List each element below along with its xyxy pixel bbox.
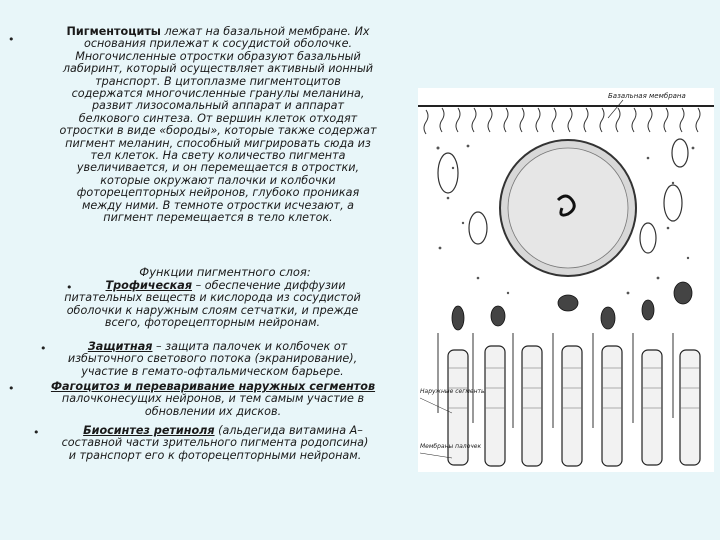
function-item-phagocytosis <box>28 381 398 418</box>
intro-line: увеличивается, и он перемещается в отростки, <box>76 161 360 175</box>
function-item-retinol <box>30 425 400 462</box>
intro-line: фоторецепторных нейронов, глубоко проникая <box>76 186 360 200</box>
intro-term: Пигментоциты <box>66 25 161 38</box>
function-line: палочконесущих нейронов, и тем самым участие в <box>61 392 365 406</box>
function-bullet: • <box>8 382 15 395</box>
intro-line: основания прилежат к сосудистой оболочке. <box>83 37 353 51</box>
intro-line: между ними. В темноте отростки исчезают, а <box>81 198 355 212</box>
function-item-trophic <box>40 280 385 330</box>
function-line: всего, фоторецепторным нейронам. <box>104 316 321 330</box>
function-item-protective <box>40 341 385 378</box>
function-bullet: • <box>40 342 47 355</box>
function-line: – обеспечение диффузии <box>192 279 346 292</box>
function-bullet: • <box>66 281 73 294</box>
pigment-cell-illustration <box>418 88 714 472</box>
intro-line: отростки в виде «бороды», которые также содержат <box>59 124 377 138</box>
function-line: составной части зрительного пигмента родопсина) <box>61 436 369 450</box>
intro-line: тел клеток. На свету количество пигмента <box>90 149 346 163</box>
intro-line: белкового синтеза. От вершин клеток отходят <box>78 111 358 125</box>
function-line: (альдегида витамина А– <box>214 424 363 437</box>
function-line: оболочки к наружным слоям сетчатки, и прежде <box>66 303 359 317</box>
intro-line: лежат на базальной мембране. Их <box>160 25 370 38</box>
intro-line: развит лизосомальный аппарат и аппарат <box>91 99 345 113</box>
intro-line: которые окружают палочки и колбочки <box>100 173 336 187</box>
figure-label-outer-segments: Наружные сегменты <box>420 388 486 395</box>
intro-line: транспорт. В цитоплазме пигментоцитов <box>95 74 341 88</box>
function-line: участие в гемато-офтальмическом барьере. <box>81 364 344 378</box>
intro-line: содержатся многочисленные гранулы меланина, <box>71 87 365 101</box>
intro-line: Многочисленные отростки образуют базальный <box>75 49 361 63</box>
function-term: Защитная <box>87 340 153 353</box>
figure-label-basal-membrane: Базальная мембрана <box>608 92 686 100</box>
function-line: обновлении их дисков. <box>144 404 282 418</box>
function-line: избыточного светового потока (экранирование), <box>67 352 358 366</box>
function-term: Биосинтез ретиноля <box>83 424 215 437</box>
function-line: – защита палочек и колбочек от <box>152 340 348 353</box>
function-bullet: • <box>33 426 40 439</box>
intro-line: лабиринт, который осуществляет активный ионный <box>62 62 374 76</box>
function-line: и транспорт его к фоторецепторными нейронам. <box>68 448 362 462</box>
functions-title: Функции пигментного слоя: <box>139 265 311 279</box>
function-line: питательных веществ и кислорода из сосудистой <box>64 291 361 305</box>
intro-line: пигмент перемещается в тело клеток. <box>103 211 333 225</box>
function-term: Фагоцитоз и переваривание наружных сегментов <box>50 380 376 393</box>
intro-line: пигмент меланин, способный мигрировать сюда из <box>65 136 371 150</box>
intro-bullet: • <box>8 33 15 46</box>
intro-paragraph <box>28 26 408 225</box>
figure-label-rod-membranes: Мембраны палочек <box>420 443 482 450</box>
function-term: Трофическая <box>105 279 193 292</box>
